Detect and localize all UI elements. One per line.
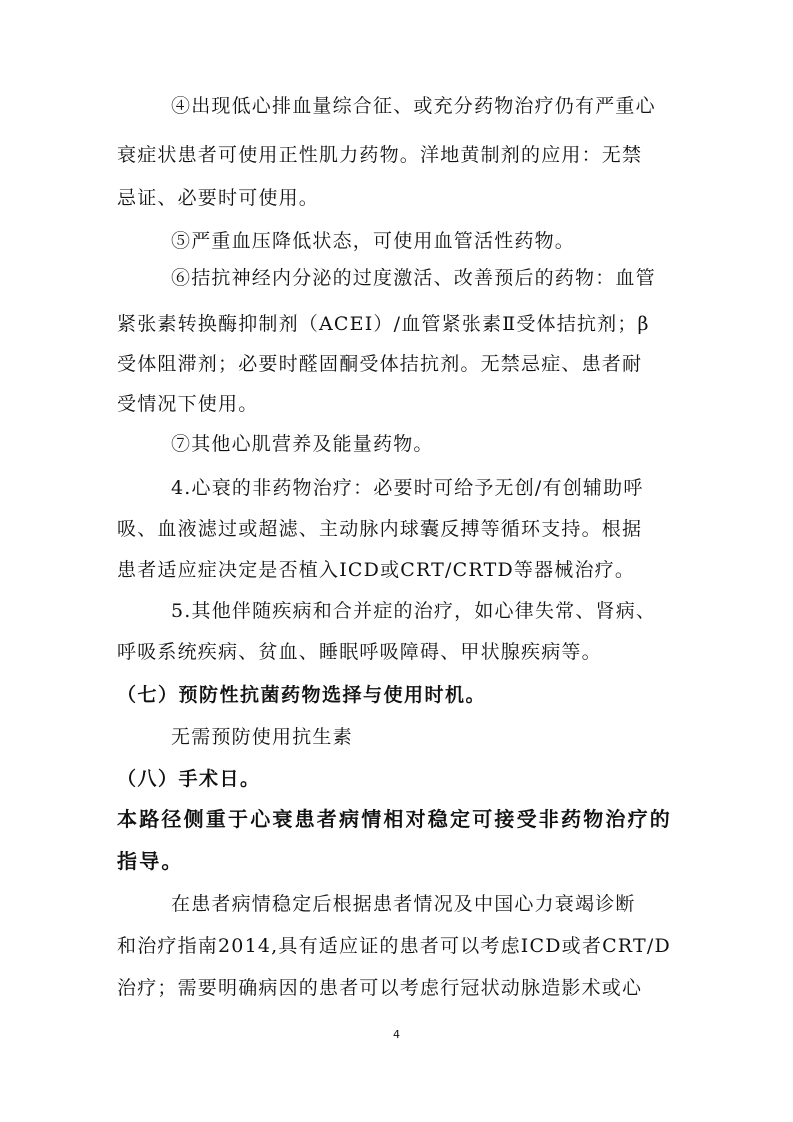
paragraph-line: 无需预防使用抗生素 xyxy=(171,726,353,748)
paragraph-line: 忌证、必要时可使用。 xyxy=(117,187,320,209)
paragraph-line: 紧张素转换酶抑制剂（ACEI）/血管紧张素Ⅱ受体拮抗剂；β xyxy=(117,313,650,335)
paragraph-line: ⑦其他心肌营养及能量药物。 xyxy=(171,433,434,455)
section-heading: （八）手术日。 xyxy=(117,768,261,790)
paragraph-line: 和治疗指南2014,具有适应证的患者可以考虑ICD或者CRT/D xyxy=(117,935,671,957)
paragraph-line: 在患者病情稳定后根据患者情况及中国心力衰竭诊断 xyxy=(171,893,636,915)
emphasis-line: 指导。 xyxy=(117,849,184,873)
paragraph-line: 治疗；需要明确病因的患者可以考虑行冠状动脉造影术或心 xyxy=(117,977,643,999)
paragraph-line: 患者适应症决定是否植入ICD或CRT/CRTD等器械治疗。 xyxy=(117,559,636,581)
paragraph-line: 受体阻滞剂；必要时醛固酮受体拮抗剂。无禁忌症、患者耐 xyxy=(117,353,643,375)
emphasis-line: 本路径侧重于心衰患者病情相对稳定可接受非药物治疗的 xyxy=(117,807,672,831)
paragraph-line: 吸、血液滤过或超滤、主动脉内球囊反搏等循环支持。根据 xyxy=(117,518,643,540)
paragraph-line: ⑤严重血压降低状态，可使用血管活性药物。 xyxy=(171,230,576,252)
paragraph-line: 5.其他伴随疾病和合并症的治疗，如心律失常、肾病、 xyxy=(171,600,657,622)
paragraph-line: 4.心衰的非药物治疗：必要时可给予无创/有创辅助呼 xyxy=(171,477,644,499)
paragraph-line: 衰症状患者可使用正性肌力药物。洋地黄制剂的应用：无禁 xyxy=(117,144,643,166)
section-heading: （七）预防性抗菌药物选择与使用时机。 xyxy=(117,684,487,706)
paragraph-line: 呼吸系统疾病、贫血、睡眠呼吸障碍、甲状腺疾病等。 xyxy=(117,641,602,663)
page-number: 4 xyxy=(393,1028,400,1041)
paragraph-line: 受情况下使用。 xyxy=(117,393,259,415)
paragraph-line: ⑥拮抗神经内分泌的过度激活、改善预后的药物：血管 xyxy=(171,267,656,289)
paragraph-line: ④出现低心排血量综合征、或充分药物治疗仍有严重心 xyxy=(171,95,656,117)
